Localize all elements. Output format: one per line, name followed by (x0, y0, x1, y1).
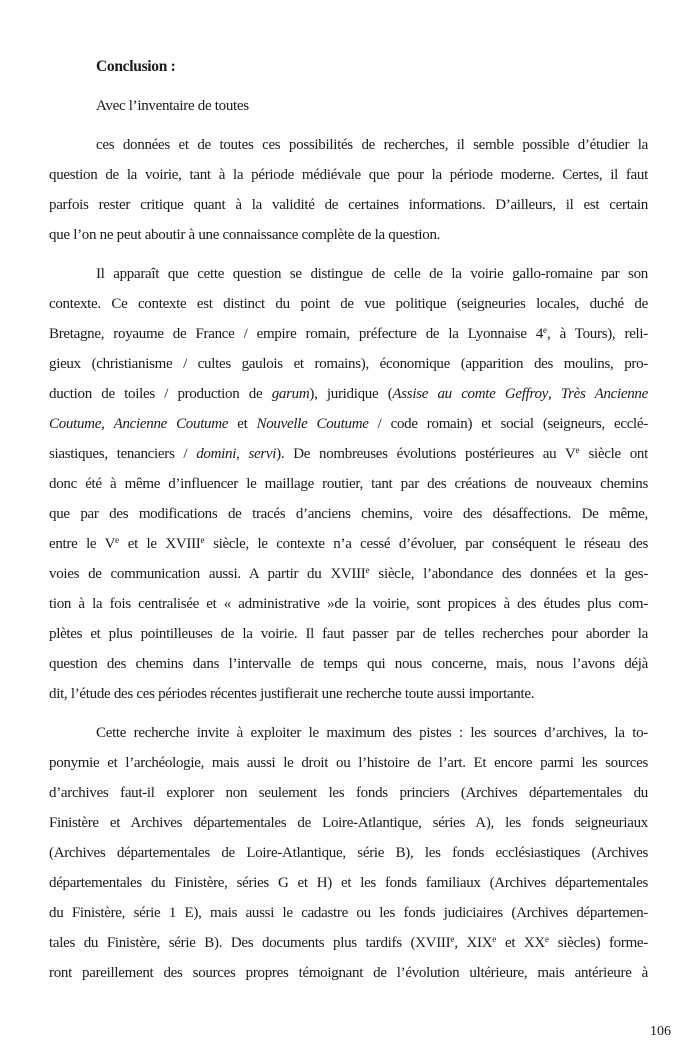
text-segment: question des chemins dans l’intervalle de temps qui nous concerne, mais, nous l’avons déjà (49, 656, 648, 672)
paragraph-2 (49, 259, 648, 709)
text-segment: Cette recherche invite à exploiter le maximum des pistes : les sources d’archives, la to- (96, 725, 648, 741)
superscript: e (543, 325, 548, 335)
text-segment: siastiques, tenanciers / (49, 446, 197, 462)
italic-term: Très Ancienne (560, 386, 648, 402)
text-line (49, 91, 648, 121)
text-segment: donc été à même d’influencer le maillage routier, tant par des créations de nouveaux chemins (49, 476, 648, 492)
superscript: e (492, 934, 497, 944)
text-segment: siècles) forme- (548, 935, 648, 951)
italic-term: Assise au comte Geffroy (392, 386, 549, 402)
text-line (49, 619, 648, 649)
text-segment: que par des modifications de tracés d’anciens chemins, voire des désaffections. De même, (49, 506, 648, 522)
text-line (49, 589, 648, 619)
paragraph-1 (49, 130, 648, 250)
italic-term: domini (196, 446, 237, 462)
text-segment: plètes et plus pointilleuses de la voirie. Il faut passer par de telles recherches pour aborder la (49, 626, 648, 642)
text-segment: , à Tours), reli- (547, 326, 648, 342)
text-segment: départementales du Finistère, séries G et H) et les fonds familiaux (Archives départementales (49, 875, 648, 891)
text-line (49, 349, 648, 379)
italic-term: Ancienne Coutume (113, 416, 229, 432)
text-line (49, 649, 648, 679)
text-line (49, 259, 648, 289)
text-segment: , XIX (454, 935, 493, 951)
text-segment: et (228, 416, 257, 432)
text-segment: et XX (496, 935, 545, 951)
text-segment: entre le V (49, 536, 116, 552)
text-line (49, 868, 648, 898)
text-line (49, 778, 648, 808)
text-segment: contexte. Ce contexte est distinct du point de vue politique (seigneuries locales, duché de (49, 296, 648, 312)
superscript: e (544, 934, 549, 944)
text-segment: (Archives départementales de Loire-Atlantique, série B), les fonds ecclésiastiques (Archives (49, 845, 648, 861)
text-segment: ). De nombreuses évolutions postérieures au V (276, 446, 576, 462)
text-line (49, 679, 648, 709)
superscript: e (115, 535, 120, 545)
text-segment: ront pareillement des sources propres témoignant de l’évolution ultérieure, mais antérieure à (49, 965, 648, 981)
text-line (49, 958, 648, 988)
text-segment: ), juridique ( (309, 386, 393, 402)
text-segment: ponymie et l’archéologie, mais aussi le droit ou l’histoire de l’art. Et encore parmi les sources (49, 755, 648, 771)
text-segment: gieux (christianisme / cultes gaulois et romains), économique (apparition des moulins, pro- (49, 356, 648, 372)
document-body (49, 52, 648, 997)
text-line (49, 409, 648, 439)
text-line (49, 52, 648, 82)
text-line (49, 748, 648, 778)
text-line (49, 808, 648, 838)
italic-term: garum (271, 386, 310, 402)
paragraph-3 (49, 718, 648, 988)
text-segment: Avec l’inventaire de toutes (96, 98, 249, 114)
text-line (49, 160, 648, 190)
text-segment: question de la voirie, tant à la période médiévale que pour la période moderne. Certes, il faut (49, 167, 648, 183)
text-segment: que l’on ne peut aboutir à une connaissance complète de la question. (49, 227, 441, 243)
conclusion-heading (49, 52, 648, 82)
text-line (49, 130, 648, 160)
text-segment: dit, l’étude des ces périodes récentes justifierait une recherche toute aussi importante. (49, 686, 535, 702)
text-segment: , (548, 386, 561, 402)
italic-term: servi (248, 446, 277, 462)
page-number: 106 (650, 1024, 671, 1039)
text-line (49, 898, 648, 928)
text-line (49, 469, 648, 499)
italic-term: Nouvelle Coutume (256, 416, 369, 432)
text-line (49, 718, 648, 748)
superscript: e (365, 565, 370, 575)
italic-term: Coutume (49, 416, 102, 432)
text-line (49, 220, 648, 250)
text-segment: siècle, le contexte n’a cessé d’évoluer, par conséquent le réseau des (204, 536, 648, 552)
text-segment: / code romain) et social (seigneurs, ecclé- (368, 416, 648, 432)
superscript: e (450, 934, 455, 944)
superscript: e (200, 535, 205, 545)
text-segment: Il apparaît que cette question se distingue de celle de la voirie gallo-romaine par son (96, 266, 648, 282)
text-segment: et le XVIII (119, 536, 201, 552)
text-segment: tion à la fois centralisée et « administrative »de la voirie, sont propices à des études plus com- (49, 596, 648, 612)
text-segment: d’archives faut-il explorer non seulement les fonds princiers (Archives départementales du (49, 785, 648, 801)
text-segment: duction de toiles / production de (49, 386, 272, 402)
text-line (49, 319, 648, 349)
text-segment: ces données et de toutes ces possibilités de recherches, il semble possible d’étudier la (96, 137, 648, 153)
text-segment: , (101, 416, 114, 432)
intro-line (49, 91, 648, 121)
text-segment: siècle ont (579, 446, 648, 462)
text-segment: parfois rester critique quant à la validité de certaines informations. D’ailleurs, il est certain (49, 197, 648, 213)
text-segment: Finistère et Archives départementales de Loire-Atlantique, séries A), les fonds seigneuriaux (49, 815, 648, 831)
text-segment: siècle, l’abondance des données et la ges- (369, 566, 648, 582)
text-segment: voies de communication aussi. A partir du XVIII (49, 566, 366, 582)
text-line (49, 439, 648, 469)
text-segment: Bretagne, royaume de France / empire romain, préfecture de la Lyonnaise 4 (49, 326, 544, 342)
text-line (49, 289, 648, 319)
text-segment: du Finistère, série 1 E), mais aussi le cadastre ou les fonds judiciaires (Archives départemen- (49, 905, 648, 921)
bold-text: Conclusion : (96, 58, 176, 75)
superscript: e (575, 445, 580, 455)
text-segment: tales du Finistère, série B). Des documents plus tardifs (XVIII (49, 935, 451, 951)
text-line (49, 559, 648, 589)
text-line (49, 838, 648, 868)
text-line (49, 928, 648, 958)
text-line (49, 379, 648, 409)
text-line (49, 190, 648, 220)
text-line (49, 529, 648, 559)
text-line (49, 499, 648, 529)
text-segment: , (236, 446, 249, 462)
